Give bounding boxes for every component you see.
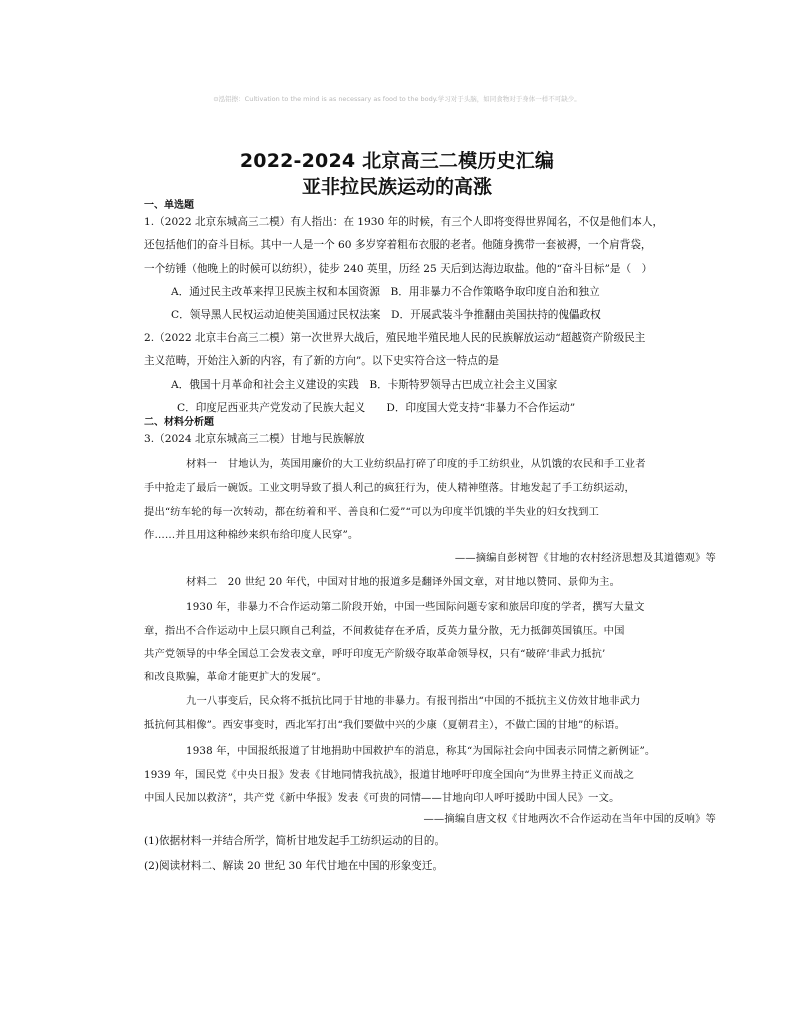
material2-line: 抵抗何其相像”。西安事变时，西北军打出“我们要做中兴的少康（夏朝君主），不做亡国的甘地”的标语。 — [144, 719, 626, 731]
q1-line: 还包括他们的奋斗目标。其中一人是一个 60 多岁穿着粗布衣服的老者。他随身携带一套被褥，一个肩背袋， — [144, 239, 652, 251]
subquestion: (2)阅读材料二、解读 20 世纪 30 年代甘地在中国的形象变迁。 — [144, 860, 444, 872]
material2-line: 1939 年，国民党《中央日报》发表《甘地同情我抗战》，报道甘地呼吁印度全国向“为世界主持正义而战之 — [144, 769, 635, 781]
material1-line: 作……并且用这种棉纱来织布给印度人民穿”。 — [144, 529, 359, 541]
q1-option-row: A．通过民主改革来捍卫民族主权和本国资源 B．用非暴力不合作策略争取印度自治和独立 — [171, 286, 600, 298]
document-subtitle: 亚非拉民族运动的高涨 — [301, 176, 492, 198]
q1-option-row: C．领导黑人民权运动迫使美国通过民权法案 D．开展武装斗争推翻由美国扶持的傀儡政权 — [171, 309, 601, 321]
material2-line: 中国人民加以救济”，共产党《新中华报》发表《可贵的同情——甘地向印人呼吁援助中国人民》一文。 — [144, 792, 620, 804]
material2-source: ——摘编自唐文权《甘地两次不合作运动在当年中国的反响》等 — [423, 813, 716, 825]
section-heading-material: 二、材料分析题 — [144, 417, 214, 428]
q2-option-row: C．印度尼西亚共产党发动了民族大起义 D．印度国大党支持“非暴力不合作运动” — [177, 402, 576, 414]
q1-line: 一个纺锤（他晚上的时候可以纺织），徒步 240 英里，历经 25 天后到达海边取盐。他的“奋斗目标”是（ ） — [144, 263, 653, 275]
material2-line: 共产党领导的中华全国总工会发表文章，呼吁印度无产阶级夺取革命领导权，只有“破碎‘非武力抵抗’ — [144, 648, 606, 660]
material2-line: 1938 年，中国报纸报道了甘地捐助中国救护车的消息，称其“为国际社会向中国表示同情之新例证”。 — [186, 745, 656, 757]
q3-heading: 3.（2024 北京东城高三二模）甘地与民族解放 — [144, 433, 365, 445]
q2-line: 主义范畴，开始注入新的内容，有了新的方向”。以下史实符合这一特点的是 — [144, 355, 500, 367]
material2-line: 九一八事变后，民众将不抵抗比同于甘地的非暴力。有报刊指出“中国的不抵抗主义仿效甘地非武力 — [186, 695, 641, 707]
section-heading-single-choice: 一、单选题 — [144, 200, 194, 211]
q1-line: 1.（2022 北京东城高三二模）有人指出：在 1930 年的时候，有三个人即将变得世界闻名，不仅是他们本人， — [144, 216, 664, 228]
q2-line: 2.（2022 北京丰台高三二模）第一次世界大战后，殖民地半殖民地人民的民族解放运动“超越资产阶级民主 — [144, 332, 646, 344]
document-title: 2022-2024 北京高三二模历史汇编 — [239, 150, 555, 172]
material2-line: 材料二 20 世纪 20 年代，中国对甘地的报道多是翻译外国文章，对甘地以赞同、景仰为主。 — [186, 576, 621, 588]
subquestion: (1)依据材料一并结合所学，简析甘地发起手工纺织运动的目的。 — [144, 835, 446, 847]
q2-option-row: A．俄国十月革命和社会主义建设的实践 B．卡斯特罗领导古巴成立社会主义国家 — [171, 379, 558, 391]
material1-line: 提出“纺车轮的每一次转动，都在纺着和平、善良和仁爱”“可以为印度半饥饿的半失业的妇女找到工 — [144, 506, 600, 518]
material1-line: 材料一 甘地认为，英国用廉价的大工业纺织品打碎了印度的手工纺织业，从饥饿的农民和手工业者 — [186, 458, 646, 470]
material1-source: ——摘编自彭树智《甘地的农村经济思想及其道德观》等 — [454, 552, 716, 564]
material2-line: 1930 年，非暴力不合作运动第二阶段开始，中国一些国际问题专家和旅居印度的学者，撰写大量文 — [186, 601, 645, 613]
material1-line: 手中抢走了最后一碗饭。工业文明导致了損人利己的疯狂行为，使人精神堕落。甘地发起了手工纺织运动， — [144, 482, 636, 494]
material2-line: 章，指出不合作运动中上层只顾自己利益，不间救徒存在矛盾，反英力量分散，无力抵御英国镇压。中国 — [144, 625, 625, 637]
material2-line: 和改良欺骗，革命才能更扩大的发展”。 — [144, 671, 328, 683]
watermark-text: ⊙泓铝擦：Cultivation to the mind is as necessary as food to the body.学习对于头脑，如同食物对于身体一样不可缺少。 — [213, 95, 581, 103]
